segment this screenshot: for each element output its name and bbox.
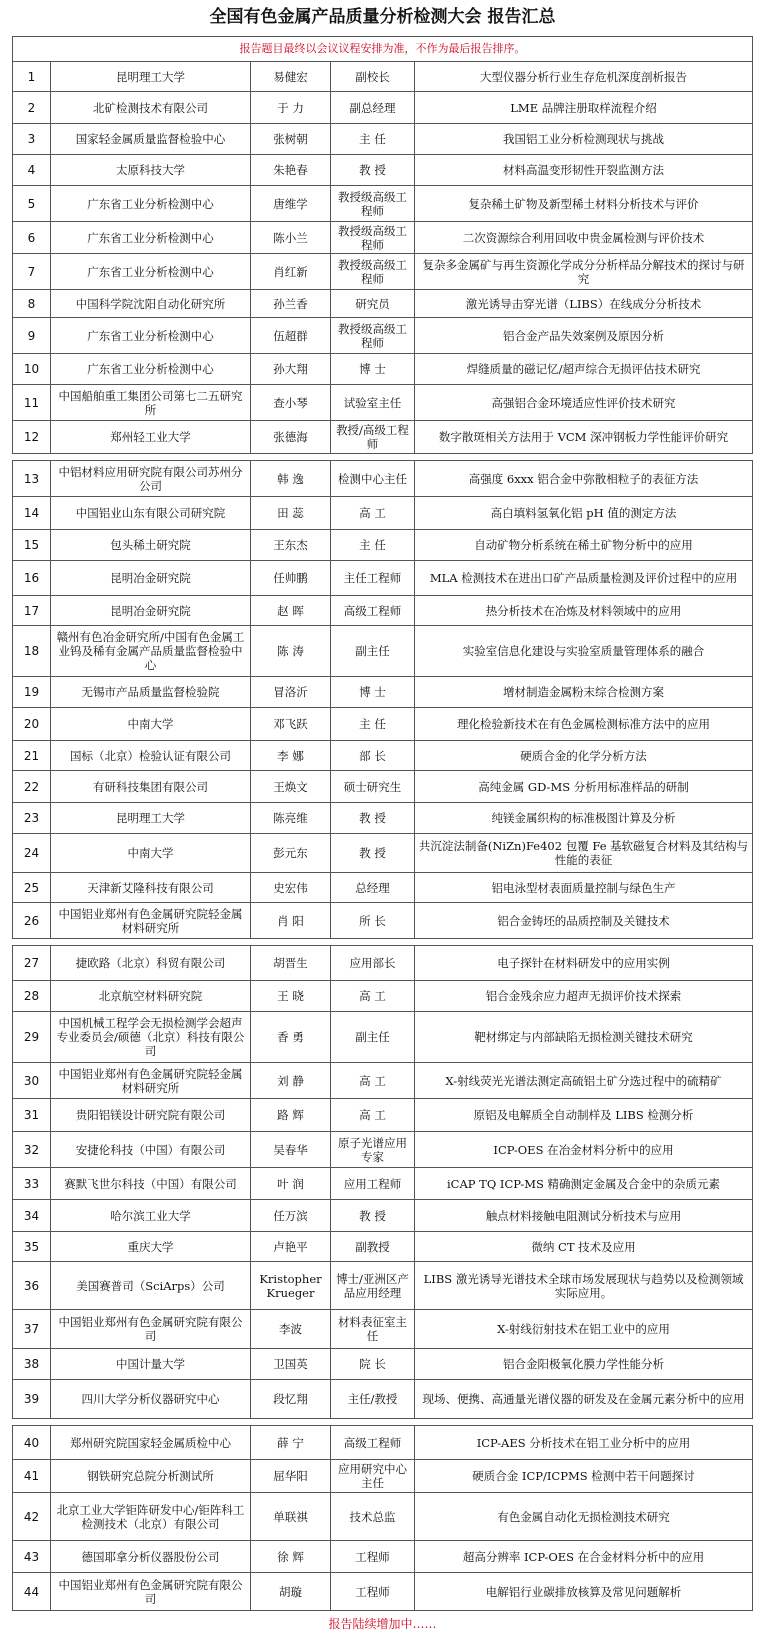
report-table-frame xyxy=(12,36,752,1611)
report-topic-cell: 高纯金属 GD-MS 分析用标准样品的研制 xyxy=(415,771,753,803)
table-row xyxy=(13,186,753,222)
speaker-name-cell: 孙大翔 xyxy=(251,354,331,385)
table-row xyxy=(13,834,753,873)
organization-cell: 中国船舶重工集团公司第七二五研究所 xyxy=(51,385,251,421)
report-topic-cell: 自动矿物分析系统在稀土矿物分析中的应用 xyxy=(415,530,753,561)
row-number-cell: 5 xyxy=(13,186,51,222)
organization-cell: 广东省工业分析检测中心 xyxy=(51,186,251,222)
table-row xyxy=(13,1493,753,1541)
table-row xyxy=(13,903,753,939)
table-row xyxy=(13,497,753,530)
report-topic-cell: 电解铝行业碳排放核算及常见问题解析 xyxy=(415,1573,753,1611)
speaker-name-cell: 肖 阳 xyxy=(251,903,331,939)
report-topic-cell: 铝合金阳极氧化膜力学性能分析 xyxy=(415,1349,753,1380)
notice-row xyxy=(13,37,753,62)
table-row xyxy=(13,1168,753,1200)
report-table-body xyxy=(13,37,753,1611)
table-row xyxy=(13,1200,753,1232)
position-cell: 主 任 xyxy=(331,530,415,561)
organization-cell: 德国耶拿分析仪器股份公司 xyxy=(51,1541,251,1573)
table-row xyxy=(13,596,753,626)
report-topic-cell: ICP-OES 在冶金材料分析中的应用 xyxy=(415,1132,753,1168)
table-row xyxy=(13,771,753,803)
speaker-name-cell: 伍超群 xyxy=(251,318,331,354)
organization-cell: 昆明冶金研究院 xyxy=(51,561,251,596)
position-cell: 主任工程师 xyxy=(331,561,415,596)
table-row xyxy=(13,946,753,981)
position-cell: 高级工程师 xyxy=(331,596,415,626)
organization-cell: 郑州研究院国家轻金属质检中心 xyxy=(51,1426,251,1460)
organization-cell: 中南大学 xyxy=(51,708,251,741)
table-row xyxy=(13,561,753,596)
speaker-name-cell: 孙兰香 xyxy=(251,290,331,318)
row-number-cell: 13 xyxy=(13,461,51,497)
speaker-name-cell: 张树朝 xyxy=(251,124,331,155)
report-topic-cell: MLA 检测技术在进出口矿产品质量检测及评价过程中的应用 xyxy=(415,561,753,596)
row-number-cell: 32 xyxy=(13,1132,51,1168)
position-cell: 教 授 xyxy=(331,1200,415,1232)
report-topic-cell: 触点材料接触电阻测试分析技术与应用 xyxy=(415,1200,753,1232)
row-number-cell: 24 xyxy=(13,834,51,873)
row-number-cell: 9 xyxy=(13,318,51,354)
position-cell: 教 授 xyxy=(331,834,415,873)
position-cell: 副校长 xyxy=(331,62,415,92)
row-number-cell: 38 xyxy=(13,1349,51,1380)
row-number-cell: 33 xyxy=(13,1168,51,1200)
report-topic-cell: 复杂稀土矿物及新型稀土材料分析技术与评价 xyxy=(415,186,753,222)
table-row xyxy=(13,981,753,1012)
notice-text: 报告题目最终以会议议程安排为准，不作为最后报告排序。 xyxy=(13,37,753,62)
speaker-name-cell: 邓飞跃 xyxy=(251,708,331,741)
table-row xyxy=(13,1349,753,1380)
table-row xyxy=(13,1380,753,1419)
group-separator xyxy=(13,1419,753,1426)
position-cell: 教授级高级工程师 xyxy=(331,186,415,222)
organization-cell: 捷欧路（北京）科贸有限公司 xyxy=(51,946,251,981)
report-topic-cell: ICP-AES 分析技术在铝工业分析中的应用 xyxy=(415,1426,753,1460)
speaker-name-cell: 胡璇 xyxy=(251,1573,331,1611)
row-number-cell: 26 xyxy=(13,903,51,939)
table-row xyxy=(13,803,753,834)
organization-cell: 昆明理工大学 xyxy=(51,803,251,834)
speaker-name-cell: 易健宏 xyxy=(251,62,331,92)
speaker-name-cell: 张德海 xyxy=(251,421,331,454)
row-number-cell: 21 xyxy=(13,741,51,771)
row-number-cell: 12 xyxy=(13,421,51,454)
organization-cell: 昆明冶金研究院 xyxy=(51,596,251,626)
position-cell: 材料表征室主任 xyxy=(331,1310,415,1349)
organization-cell: 北矿检测技术有限公司 xyxy=(51,92,251,124)
row-number-cell: 19 xyxy=(13,677,51,708)
report-topic-cell: 高强度 6xxx 铝合金中弥散相粒子的表征方法 xyxy=(415,461,753,497)
report-topic-cell: 纯镁金属织构的标准极图计算及分析 xyxy=(415,803,753,834)
organization-cell: 中国计量大学 xyxy=(51,1349,251,1380)
position-cell: 硕士研究生 xyxy=(331,771,415,803)
report-table xyxy=(12,36,753,1611)
row-number-cell: 39 xyxy=(13,1380,51,1419)
position-cell: 原子光谱应用专家 xyxy=(331,1132,415,1168)
organization-cell: 中国科学院沈阳自动化研究所 xyxy=(51,290,251,318)
organization-cell: 郑州轻工业大学 xyxy=(51,421,251,454)
table-row xyxy=(13,1099,753,1132)
organization-cell: 广东省工业分析检测中心 xyxy=(51,354,251,385)
organization-cell: 重庆大学 xyxy=(51,1232,251,1262)
position-cell: 工程师 xyxy=(331,1573,415,1611)
row-number-cell: 15 xyxy=(13,530,51,561)
row-number-cell: 31 xyxy=(13,1099,51,1132)
group-separator-cell xyxy=(13,454,753,461)
position-cell: 高 工 xyxy=(331,981,415,1012)
row-number-cell: 41 xyxy=(13,1460,51,1493)
speaker-name-cell: 徐 辉 xyxy=(251,1541,331,1573)
table-row xyxy=(13,741,753,771)
position-cell: 教授级高级工程师 xyxy=(331,254,415,290)
position-cell: 教授/高级工程师 xyxy=(331,421,415,454)
position-cell: 院 长 xyxy=(331,1349,415,1380)
table-row xyxy=(13,318,753,354)
table-row xyxy=(13,62,753,92)
position-cell: 高 工 xyxy=(331,1099,415,1132)
organization-cell: 国家轻金属质量监督检验中心 xyxy=(51,124,251,155)
table-row xyxy=(13,155,753,186)
organization-cell: 钢铁研究总院分析测试所 xyxy=(51,1460,251,1493)
position-cell: 高 工 xyxy=(331,497,415,530)
position-cell: 高级工程师 xyxy=(331,1426,415,1460)
position-cell: 教授级高级工程师 xyxy=(331,318,415,354)
position-cell: 应用工程师 xyxy=(331,1168,415,1200)
report-topic-cell: 大型仪器分析行业生存危机深度剖析报告 xyxy=(415,62,753,92)
report-topic-cell: 靶材绑定与内部缺陷无损检测关键技术研究 xyxy=(415,1012,753,1063)
speaker-name-cell: 王东杰 xyxy=(251,530,331,561)
position-cell: 副主任 xyxy=(331,1012,415,1063)
report-topic-cell: 硬质合金 ICP/ICPMS 检测中若干问题探讨 xyxy=(415,1460,753,1493)
table-row xyxy=(13,92,753,124)
organization-cell: 中国铝业郑州有色金属研究院有限公司 xyxy=(51,1573,251,1611)
speaker-name-cell: 吴春华 xyxy=(251,1132,331,1168)
table-row xyxy=(13,530,753,561)
speaker-name-cell: 赵 晖 xyxy=(251,596,331,626)
speaker-name-cell: 王焕文 xyxy=(251,771,331,803)
group-separator-cell xyxy=(13,939,753,946)
speaker-name-cell: 薛 宁 xyxy=(251,1426,331,1460)
speaker-name-cell: 屈华阳 xyxy=(251,1460,331,1493)
position-cell: 应用研究中心主任 xyxy=(331,1460,415,1493)
row-number-cell: 17 xyxy=(13,596,51,626)
row-number-cell: 16 xyxy=(13,561,51,596)
position-cell: 副主任 xyxy=(331,626,415,677)
organization-cell: 中国铝业山东有限公司研究院 xyxy=(51,497,251,530)
row-number-cell: 43 xyxy=(13,1541,51,1573)
position-cell: 研究员 xyxy=(331,290,415,318)
speaker-name-cell: 韩 逸 xyxy=(251,461,331,497)
table-row xyxy=(13,222,753,254)
footer-note: 报告陆续增加中…… xyxy=(328,1617,437,1631)
table-row xyxy=(13,254,753,290)
position-cell: 应用部长 xyxy=(331,946,415,981)
organization-cell: 天津新艾隆科技有限公司 xyxy=(51,873,251,903)
table-row xyxy=(13,124,753,155)
report-topic-cell: 理化检验新技术在有色金属检测标准方法中的应用 xyxy=(415,708,753,741)
speaker-name-cell: 香 勇 xyxy=(251,1012,331,1063)
report-topic-cell: 我国铝工业分析检测现状与挑战 xyxy=(415,124,753,155)
organization-cell: 中南大学 xyxy=(51,834,251,873)
group-separator-cell xyxy=(13,1419,753,1426)
report-topic-cell: 电子探针在材料研发中的应用实例 xyxy=(415,946,753,981)
position-cell: 主 任 xyxy=(331,124,415,155)
row-number-cell: 35 xyxy=(13,1232,51,1262)
organization-cell: 有研科技集团有限公司 xyxy=(51,771,251,803)
speaker-name-cell: 单联祺 xyxy=(251,1493,331,1541)
table-row xyxy=(13,1232,753,1262)
speaker-name-cell: 陈 涛 xyxy=(251,626,331,677)
row-number-cell: 29 xyxy=(13,1012,51,1063)
speaker-name-cell: 查小琴 xyxy=(251,385,331,421)
position-cell: 试验室主任 xyxy=(331,385,415,421)
report-topic-cell: 铝合金铸坯的品质控制及关键技术 xyxy=(415,903,753,939)
speaker-name-cell: Kristopher Krueger xyxy=(251,1262,331,1310)
speaker-name-cell: 路 辉 xyxy=(251,1099,331,1132)
row-number-cell: 44 xyxy=(13,1573,51,1611)
table-row xyxy=(13,1426,753,1460)
row-number-cell: 8 xyxy=(13,290,51,318)
speaker-name-cell: 任万滨 xyxy=(251,1200,331,1232)
organization-cell: 太原科技大学 xyxy=(51,155,251,186)
table-row xyxy=(13,1460,753,1493)
position-cell: 教 授 xyxy=(331,155,415,186)
table-row xyxy=(13,1012,753,1063)
report-topic-cell: 高白填料氢氧化铝 pH 值的测定方法 xyxy=(415,497,753,530)
organization-cell: 四川大学分析仪器研究中心 xyxy=(51,1380,251,1419)
organization-cell: 北京工业大学钜阵研发中心/钜阵科工检测技术（北京）有限公司 xyxy=(51,1493,251,1541)
position-cell: 工程师 xyxy=(331,1541,415,1573)
row-number-cell: 23 xyxy=(13,803,51,834)
row-number-cell: 42 xyxy=(13,1493,51,1541)
report-topic-cell: 二次资源综合利用回收中贵金属检测与评价技术 xyxy=(415,222,753,254)
organization-cell: 广东省工业分析检测中心 xyxy=(51,254,251,290)
organization-cell: 美国赛普司（SciArps）公司 xyxy=(51,1262,251,1310)
table-row xyxy=(13,1573,753,1611)
speaker-name-cell: 田 蕊 xyxy=(251,497,331,530)
report-topic-cell: 高强铝合金环境适应性评价技术研究 xyxy=(415,385,753,421)
report-topic-cell: 实验室信息化建设与实验室质量管理体系的融合 xyxy=(415,626,753,677)
report-topic-cell: 共沉淀法制备(NiZn)Fe402 包覆 Fe 基软磁复合材料及其结构与性能的表征 xyxy=(415,834,753,873)
position-cell: 博 士 xyxy=(331,677,415,708)
speaker-name-cell: 陈小兰 xyxy=(251,222,331,254)
organization-cell: 中铝材料应用研究院有限公司苏州分公司 xyxy=(51,461,251,497)
speaker-name-cell: 李 娜 xyxy=(251,741,331,771)
report-topic-cell: iCAP TQ ICP-MS 精确测定金属及合金中的杂质元素 xyxy=(415,1168,753,1200)
row-number-cell: 25 xyxy=(13,873,51,903)
speaker-name-cell: 冒洛沂 xyxy=(251,677,331,708)
row-number-cell: 7 xyxy=(13,254,51,290)
table-row xyxy=(13,708,753,741)
position-cell: 部 长 xyxy=(331,741,415,771)
organization-cell: 国标（北京）检验认证有限公司 xyxy=(51,741,251,771)
report-topic-cell: 有色金属自动化无损检测技术研究 xyxy=(415,1493,753,1541)
report-topic-cell: 铝合金产品失效案例及原因分析 xyxy=(415,318,753,354)
row-number-cell: 6 xyxy=(13,222,51,254)
organization-cell: 广东省工业分析检测中心 xyxy=(51,318,251,354)
report-topic-cell: 焊缝质量的磁记忆/超声综合无损评估技术研究 xyxy=(415,354,753,385)
report-topic-cell: 复杂多金属矿与再生资源化学成分分析样品分解技术的探讨与研究 xyxy=(415,254,753,290)
table-row xyxy=(13,677,753,708)
position-cell: 博士/亚洲区产品应用经理 xyxy=(331,1262,415,1310)
organization-cell: 赛默飞世尔科技（中国）有限公司 xyxy=(51,1168,251,1200)
position-cell: 主任/教授 xyxy=(331,1380,415,1419)
row-number-cell: 3 xyxy=(13,124,51,155)
report-topic-cell: 铝电泳型材表面质量控制与绿色生产 xyxy=(415,873,753,903)
report-topic-cell: 超高分辨率 ICP-OES 在合金材料分析中的应用 xyxy=(415,1541,753,1573)
speaker-name-cell: 史宏伟 xyxy=(251,873,331,903)
position-cell: 技术总监 xyxy=(331,1493,415,1541)
organization-cell: 中国铝业郑州有色金属研究院轻金属材料研究所 xyxy=(51,1063,251,1099)
speaker-name-cell: 肖红新 xyxy=(251,254,331,290)
row-number-cell: 28 xyxy=(13,981,51,1012)
row-number-cell: 14 xyxy=(13,497,51,530)
row-number-cell: 1 xyxy=(13,62,51,92)
row-number-cell: 22 xyxy=(13,771,51,803)
speaker-name-cell: 段忆翔 xyxy=(251,1380,331,1419)
table-row xyxy=(13,626,753,677)
organization-cell: 中国铝业郑州有色金属研究院轻金属材料研究所 xyxy=(51,903,251,939)
organization-cell: 贵阳铝镁设计研究院有限公司 xyxy=(51,1099,251,1132)
table-row xyxy=(13,385,753,421)
organization-cell: 赣州有色冶金研究所/中国有色金属工业钨及稀有金属产品质量监督检验中心 xyxy=(51,626,251,677)
position-cell: 高 工 xyxy=(331,1063,415,1099)
table-row xyxy=(13,1132,753,1168)
row-number-cell: 27 xyxy=(13,946,51,981)
organization-cell: 中国机械工程学会无损检测学会超声专业委员会/硕德（北京）科技有限公司 xyxy=(51,1012,251,1063)
position-cell: 博 士 xyxy=(331,354,415,385)
speaker-name-cell: 于 力 xyxy=(251,92,331,124)
table-row xyxy=(13,1310,753,1349)
organization-cell: 哈尔滨工业大学 xyxy=(51,1200,251,1232)
position-cell: 教授级高级工程师 xyxy=(331,222,415,254)
speaker-name-cell: 叶 润 xyxy=(251,1168,331,1200)
page-title: 全国有色金属产品质量分析检测大会 报告汇总 xyxy=(209,7,556,27)
report-topic-cell: 增材制造金属粉末综合检测方案 xyxy=(415,677,753,708)
speaker-name-cell: 卢艳平 xyxy=(251,1232,331,1262)
organization-cell: 广东省工业分析检测中心 xyxy=(51,222,251,254)
group-separator xyxy=(13,454,753,461)
speaker-name-cell: 卫国英 xyxy=(251,1349,331,1380)
speaker-name-cell: 胡晋生 xyxy=(251,946,331,981)
speaker-name-cell: 陈亮维 xyxy=(251,803,331,834)
organization-cell: 无锡市产品质量监督检验院 xyxy=(51,677,251,708)
report-topic-cell: 原铝及电解质全自动制样及 LIBS 检测分析 xyxy=(415,1099,753,1132)
speaker-name-cell: 王 晓 xyxy=(251,981,331,1012)
row-number-cell: 40 xyxy=(13,1426,51,1460)
speaker-name-cell: 彭元东 xyxy=(251,834,331,873)
speaker-name-cell: 刘 静 xyxy=(251,1063,331,1099)
organization-cell: 北京航空材料研究院 xyxy=(51,981,251,1012)
organization-cell: 安捷伦科技（中国）有限公司 xyxy=(51,1132,251,1168)
position-cell: 副教授 xyxy=(331,1232,415,1262)
report-topic-cell: 现场、便携、高通量光谱仪器的研发及在金属元素分析中的应用 xyxy=(415,1380,753,1419)
table-row xyxy=(13,354,753,385)
row-number-cell: 10 xyxy=(13,354,51,385)
speaker-name-cell: 朱艳春 xyxy=(251,155,331,186)
table-row xyxy=(13,1541,753,1573)
table-row xyxy=(13,1262,753,1310)
table-row xyxy=(13,873,753,903)
speaker-name-cell: 唐维学 xyxy=(251,186,331,222)
table-row xyxy=(13,1063,753,1099)
report-topic-cell: 数字散斑相关方法用于 VCM 深冲钢板力学性能评价研究 xyxy=(415,421,753,454)
table-row xyxy=(13,290,753,318)
report-topic-cell: X-射线荧光光谱法测定高硫铝土矿分选过程中的硫精矿 xyxy=(415,1063,753,1099)
row-number-cell: 2 xyxy=(13,92,51,124)
row-number-cell: 37 xyxy=(13,1310,51,1349)
row-number-cell: 11 xyxy=(13,385,51,421)
row-number-cell: 34 xyxy=(13,1200,51,1232)
position-cell: 教 授 xyxy=(331,803,415,834)
position-cell: 总经理 xyxy=(331,873,415,903)
organization-cell: 昆明理工大学 xyxy=(51,62,251,92)
position-cell: 主 任 xyxy=(331,708,415,741)
position-cell: 所 长 xyxy=(331,903,415,939)
report-topic-cell: 材料高温变形韧性开裂监测方法 xyxy=(415,155,753,186)
position-cell: 检测中心主任 xyxy=(331,461,415,497)
report-topic-cell: LIBS 激光诱导光谱技术全球市场发展现状与趋势以及检测领域实际应用。 xyxy=(415,1262,753,1310)
report-topic-cell: 铝合金残余应力超声无损评价技术探索 xyxy=(415,981,753,1012)
report-topic-cell: 微纳 CT 技术及应用 xyxy=(415,1232,753,1262)
report-topic-cell: 硬质合金的化学分析方法 xyxy=(415,741,753,771)
row-number-cell: 4 xyxy=(13,155,51,186)
table-row xyxy=(13,461,753,497)
group-separator xyxy=(13,939,753,946)
row-number-cell: 18 xyxy=(13,626,51,677)
position-cell: 副总经理 xyxy=(331,92,415,124)
row-number-cell: 36 xyxy=(13,1262,51,1310)
row-number-cell: 30 xyxy=(13,1063,51,1099)
organization-cell: 包头稀土研究院 xyxy=(51,530,251,561)
speaker-name-cell: 李波 xyxy=(251,1310,331,1349)
report-topic-cell: LME 品牌注册取样流程介绍 xyxy=(415,92,753,124)
speaker-name-cell: 任帅鹏 xyxy=(251,561,331,596)
report-topic-cell: X-射线衍射技术在铝工业中的应用 xyxy=(415,1310,753,1349)
row-number-cell: 20 xyxy=(13,708,51,741)
organization-cell: 中国铝业郑州有色金属研究院有限公司 xyxy=(51,1310,251,1349)
report-topic-cell: 热分析技术在冶炼及材料领域中的应用 xyxy=(415,596,753,626)
report-topic-cell: 激光诱导击穿光谱（LIBS）在线成分分析技术 xyxy=(415,290,753,318)
table-row xyxy=(13,421,753,454)
